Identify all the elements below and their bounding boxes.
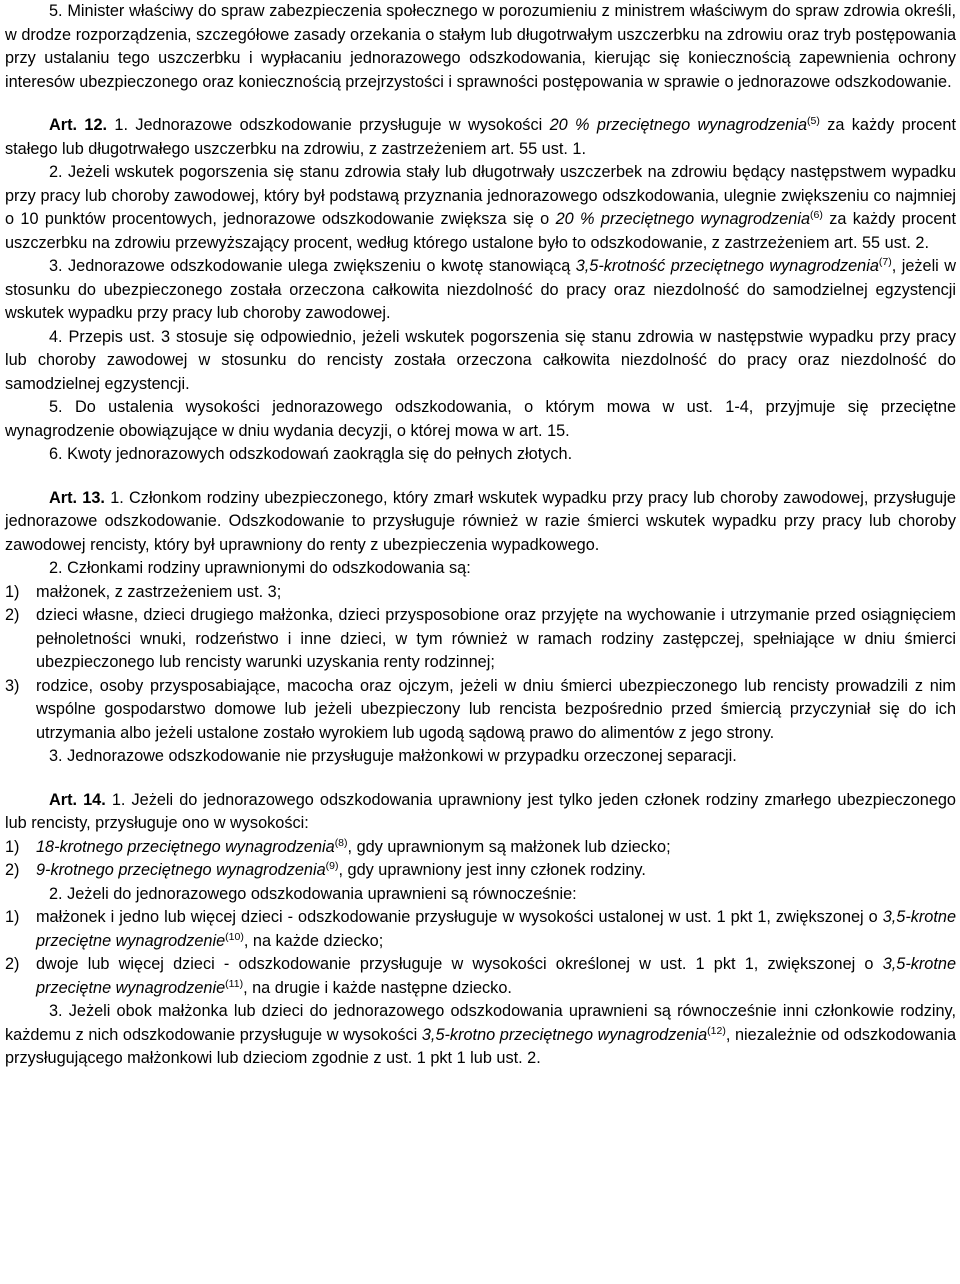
article-12-label: Art. 12. [49,116,108,134]
list-item [5,836,956,860]
footnote-ref: (8) [334,836,348,849]
footnote-ref: (9) [325,860,339,873]
paragraph-text: , gdy uprawnionym są małżonek lub dziecko; [347,837,671,856]
article-12-ust1 [5,114,956,161]
paragraph-text: 1. Członkom rodziny ubezpieczonego, który zmarł wskutek wypadku przy pracy lub choroby zawodowej, przysługuje jednorazowe odszkodowanie. Odszkodowanie to przysługuje również w razie śmierci wskutek wypadku przy pracy lub choroby zawodowej rencisty, który był uprawniony do renty z ubezpieczenia wypadkowego. [5,488,956,554]
paragraph-text: , na każde dziecko; [243,931,384,950]
emphasis-text: 20 % przeciętnego wynagrodzenia [549,116,808,134]
emphasis-text: 3,5-krotne przeciętne wynagrodzenie [36,955,956,997]
article-13-label: Art. 13. [49,488,105,507]
footnote-ref: (11) [225,977,244,990]
paragraph-text: 3. Jeżeli obok małżonka lub dzieci do jednorazowego odszkodowania uprawnieni są równocześnie inni członkowie rodziny, każdemu z nich odszkodowanie przysługuje w wysokości [5,1002,956,1044]
list-item [5,906,956,953]
article-12-ust6: 6. Kwoty jednorazowych odszkodowań zaokrągla się do pełnych złotych. [49,445,573,463]
list-number: 1) [5,582,20,601]
list-text: dzieci własne, dzieci drugiego małżonka, dzieci przysposobione oraz przyjęte na wychowanie i utrzymanie przed osiągnięciem pełnoletności wnuki, rodzeństwo i inne dzieci, w tym również w ramach rodziny zastępczej, spełniające w dniu śmierci ubezpieczonego lub rencisty warunki uzyskania renty rodzinnej; [36,606,956,671]
list-item [5,953,956,1000]
paragraph-text: , niezależnie od odszkodowania przysługującego małżonkowi lub dzieciom zgodnie z ust. 1 pkt 1 lub ust. 2. [5,1025,956,1067]
list-text [36,953,956,1000]
article-14-list-2 [5,906,956,1000]
emphasis-text: 3,5-krotne przeciętne wynagrodzenie [36,908,956,950]
paragraph-text: , gdy uprawniony jest inny członek rodziny. [338,861,646,879]
list-number: 3) [5,676,20,695]
paragraph-text: 5. Minister właściwy do spraw zabezpieczenia społecznego w porozumieniu z ministrem właściwym do spraw zdrowia określi, w drodze rozporządzenia, szczegółowe zasady orzekania o stałym lub długotrwałym uszczerbku na zdrowiu oraz tryb postępowania przy ustalaniu tego uszczerbku i wypłacaniu jednorazowego odszkodowania, kierując się koniecznością zapewnienia ochrony interesów ubezpieczonego oraz koniecznością przejrzystości i sprawności postępowania w sprawie o jednorazowe odszkodowanie. [5,2,956,91]
list-text [36,836,956,860]
article-12-ust3 [5,255,956,326]
article-14-ust2: 2. Jeżeli do jednorazowego odszkodowania uprawnieni są równocześnie: [49,884,577,903]
paragraph-text: 3. Jednorazowe odszkodowanie ulega zwiększeniu o kwotę stanowiącą [49,257,576,275]
list-item [5,581,956,605]
paragraph-text: małżonek i jedno lub więcej dzieci - odszkodowanie przysługuje w wysokości ustalonej w ust. 1 pkt 1, zwiększonej o [36,908,883,926]
footnote-ref: (12) [707,1024,726,1037]
emphasis-text: 3,5-krotność przeciętnego wynagrodzenia [575,257,879,275]
paragraph-text: 2. Jeżeli wskutek pogorszenia się stanu zdrowia stały lub długotrwały uszczerbek na zdrowiu będący następstwem wypadku przy pracy lub choroby zawodowej, który był podstawą przyznania jednorazowego odszkodowania, ulegnie zwiększeniu co najmniej o 10 punktów procentowych, jednorazowe odszkodowanie zwiększa się o [5,163,956,228]
paragraph-text: za każdy procent uszczerbku na zdrowiu przewyższający procent, według którego ustalone było to odszkodowanie, z zastrzeżeniem art. 55 ust. 2. [5,210,956,252]
list-item [5,604,956,675]
list-number: 2) [5,606,20,624]
list-number: 1) [5,837,20,856]
footnote-ref: (7) [878,256,892,269]
footnote-ref: (10) [225,930,244,943]
article-14-label: Art. 14. [49,790,106,809]
emphasis-text: 18-krotnego przeciętnego wynagrodzenia [36,837,335,856]
list-number: 2) [5,861,20,879]
list-text: małżonek, z zastrzeżeniem ust. 3; [36,582,282,601]
list-text [36,859,956,883]
list-text [36,906,956,953]
list-text: rodzice, osoby przysposabiające, macocha oraz ojczym, jeżeli w dniu śmierci ubezpieczonego lub rencisty prowadzili z nim wspólne gospodarstwo domowe lub jeżeli ubezpieczony lub rencista bezpośrednio przed śmiercią przyczyniał się do ich utrzymania albo jeżeli ustalone zostało wyrokiem lub ugodą sądową prawo do alimentów z jego strony. [36,676,956,742]
paragraph-art11-ust5 [5,0,956,94]
article-12-ust5: 5. Do ustalenia wysokości jednorazowego odszkodowania, o którym mowa w ust. 1-4, przyjmuje się przeciętne wynagrodzenie obowiązujące w dniu wydania decyzji, o której mowa w art. 15. [5,398,956,440]
article-12-ust4: 4. Przepis ust. 3 stosuje się odpowiednio, jeżeli wskutek pogorszenia się stanu zdrowia w następstwie wypadku przy pracy lub choroby zawodowej w stosunku do rencisty została orzeczona całkowita niezdolność do pracy oraz niezdolność do samodzielnej egzystencji. [5,327,956,393]
article-14-ust1 [5,789,956,836]
paragraph-text: , na drugie i każde następne dziecko. [243,978,512,997]
paragraph-text: 1. Jeżeli do jednorazowego odszkodowania uprawniony jest tylko jeden członek rodziny zmarłego ubezpieczonego lub rencisty, przysługuje ono w wysokości: [5,790,956,832]
list-item [5,675,956,746]
list-number: 2) [5,955,20,973]
article-13-list [5,581,956,746]
paragraph-text: za każdy procent stałego lub długotrwałego uszczerbku na zdrowiu, z zastrzeżeniem art. 55 ust. 1. [5,116,956,158]
emphasis-text: 9-krotnego przeciętnego wynagrodzenia [36,861,326,879]
list-item [5,859,956,883]
article-13-ust1 [5,487,956,558]
article-13-ust2: 2. Członkami rodziny uprawnionymi do odszkodowania są: [49,559,471,577]
paragraph-text: 1. Jednorazowe odszkodowanie przysługuje w wysokości [107,116,550,134]
list-number: 1) [5,908,20,926]
emphasis-text: 3,5-krotno przeciętnego wynagrodzenia [421,1025,708,1044]
footnote-ref: (5) [807,115,820,128]
paragraph-text: dwoje lub więcej dzieci - odszkodowanie przysługuje w wysokości określonej w ust. 1 pkt 1, zwiększonej o [36,955,883,973]
article-14-list-1 [5,836,956,883]
paragraph-text: , jeżeli w stosunku do ubezpieczonego została orzeczona całkowita niezdolność do pracy oraz niezdolność do samodzielnej egzystencji wskutek wypadku przy pracy lub choroby zawodowej. [5,257,956,322]
footnote-ref: (6) [810,209,823,222]
emphasis-text: 20 % przeciętnego wynagrodzenia [555,210,811,228]
article-14-ust3 [5,1000,956,1071]
article-12-ust2 [5,161,956,255]
article-13-ust3: 3. Jednorazowe odszkodowanie nie przysługuje małżonkowi w przypadku orzeczonej separacji. [49,747,737,765]
